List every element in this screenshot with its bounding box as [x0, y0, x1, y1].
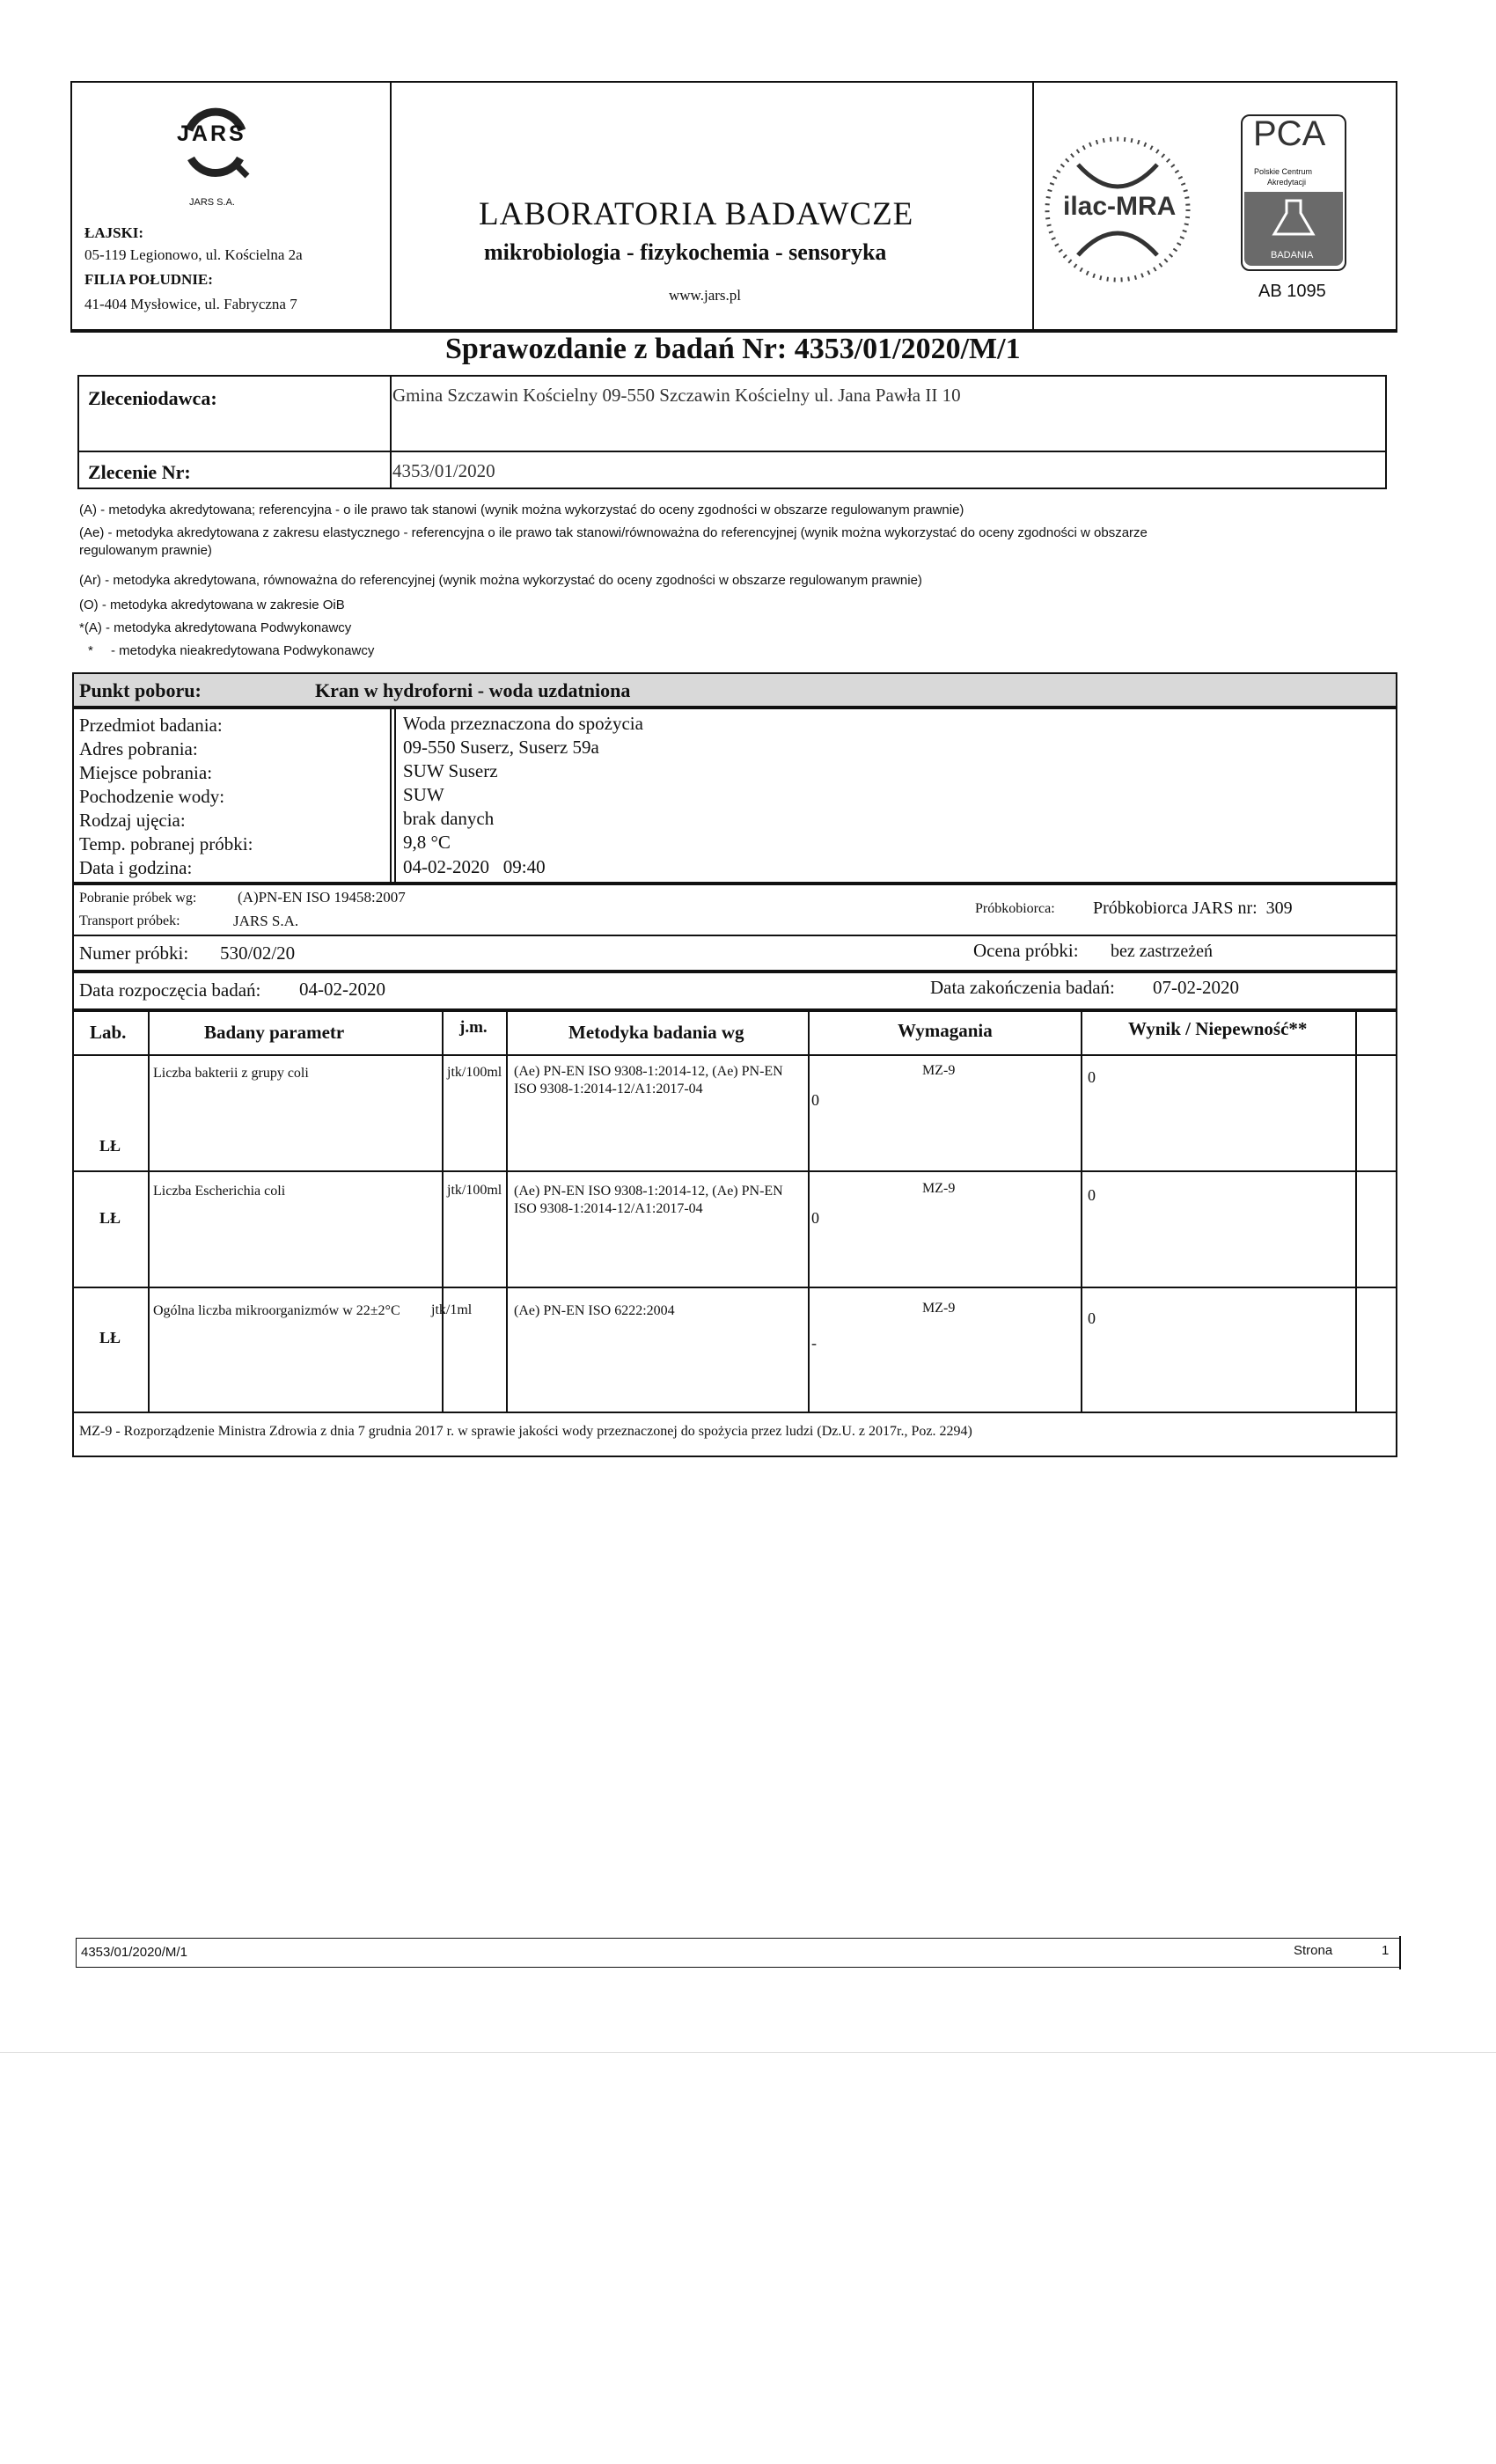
detail-value-subject: Woda przeznaczona do spożycia — [403, 713, 643, 734]
sample-point-bar — [72, 672, 1397, 708]
row2-unit: jtk/100ml — [447, 1183, 502, 1198]
start-date-label: Data rozpoczęcia badań: — [79, 979, 261, 1001]
detail-value-place: SUW Suserz — [403, 760, 498, 781]
legend-line-5: *(A) - metodyka akredytowana Podwykonawcy — [79, 620, 352, 635]
end-date-label: Data zakończenia badań: — [930, 977, 1115, 998]
pca-text: PCA — [1253, 114, 1326, 153]
row3-result: 0 — [1088, 1309, 1096, 1327]
lajski-label: ŁAJSKI: — [84, 224, 144, 241]
legend-line-1: (A) - metodyka akredytowana; referencyjna - o ile prawo tak stanowi (wynik można wykorzystać do oceny zgodności w obszarze regulowanym prawnie) — [79, 502, 964, 517]
col-header-lab: Lab. — [90, 1022, 127, 1043]
header-divider-left — [390, 81, 392, 329]
lab-title: LABORATORIA BADAWCZE — [479, 196, 914, 232]
client-rule — [77, 451, 1387, 452]
sample-point-value: Kran w hydroforni - woda uzdatniona — [315, 679, 631, 701]
ilac-text: ilac-MRA — [1063, 192, 1177, 221]
sample-number-value: 530/02/20 — [220, 942, 296, 964]
order-value: 4353/01/2020 — [392, 460, 495, 481]
lajski-address: 05-119 Legionowo, ul. Kościelna 2a — [84, 246, 303, 263]
client-label: Zleceniodawca: — [88, 387, 217, 409]
legend-line-2b: regulowanym prawnie) — [79, 543, 212, 558]
row2-method: (Ae) PN-EN ISO 9308-1:2014-12, (Ae) PN-EN ISO 9308-1:2014-12/A1:2017-04 — [514, 1184, 783, 1216]
row1-method: (Ae) PN-EN ISO 9308-1:2014-12, (Ae) PN-EN ISO 9308-1:2014-12/A1:2017-04 — [514, 1064, 783, 1096]
detail-label-datetime: Data i godzina: — [79, 857, 193, 878]
filia-address: 41-404 Mysłowice, ul. Fabryczna 7 — [84, 296, 297, 312]
row3-req: MZ-9 — [922, 1301, 956, 1316]
assessment-label: Ocena próbki: — [973, 940, 1079, 961]
detail-label-temp: Temp. pobranej próbki: — [79, 833, 253, 854]
row3-lab: LŁ — [99, 1329, 121, 1346]
footer-page-no: 1 — [1382, 1943, 1390, 1958]
legend-line-3: (Ar) - metodyka akredytowana, równoważna do referencyjnej (wynik można wykorzystać do oceny zgodności w obszarze regulowanym prawnie) — [79, 573, 922, 588]
row2-lab: LŁ — [99, 1209, 121, 1227]
report-title: Sprawozdanie z badań Nr: 4353/01/2020/M/1 — [445, 333, 1021, 365]
col-header-method: Metodyka badania wg — [568, 1022, 744, 1043]
order-label: Zlecenie Nr: — [88, 461, 191, 483]
detail-value-temp: 9,8 °C — [403, 832, 451, 853]
legend-line-6-star: * — [88, 643, 93, 658]
title-rule — [70, 329, 1397, 331]
sample-number-label: Numer próbki: — [79, 942, 189, 964]
results-col-2 — [442, 1010, 444, 1413]
row1-result: 0 — [1088, 1068, 1096, 1086]
row2-param: Liczba Escherichia coli — [153, 1184, 286, 1199]
pca-number: AB 1095 — [1258, 282, 1326, 301]
detail-label-place: Miejsce pobrania: — [79, 762, 213, 783]
scan-edge-line — [0, 2052, 1496, 2053]
row1-lab: LŁ — [99, 1137, 121, 1155]
row3-req-side: - — [811, 1334, 817, 1352]
col-header-unit: j.m. — [459, 1018, 488, 1037]
row1-param: Liczba bakterii z grupy coli — [153, 1066, 309, 1081]
sample-details-divider-2 — [394, 708, 396, 884]
footer-report-no: 4353/01/2020/M/1 — [81, 1945, 187, 1960]
results-header-rule — [72, 1054, 1397, 1056]
row1-req: MZ-9 — [922, 1063, 956, 1078]
footer-page-label: Strona — [1294, 1943, 1333, 1958]
sampling-value: (A)PN-EN ISO 19458:2007 — [238, 889, 406, 906]
row3-unit: jtk/1ml — [431, 1302, 473, 1317]
lab-subtitle: mikrobiologia - fizykochemia - sensoryka — [484, 239, 887, 265]
col-header-param: Badany parametr — [204, 1022, 345, 1043]
detail-value-datetime: 04-02-2020 09:40 — [403, 856, 546, 877]
row1-unit: jtk/100ml — [447, 1065, 502, 1080]
detail-value-address: 09-550 Suserz, Suserz 59a — [403, 737, 599, 758]
col-header-requirements: Wymagania — [898, 1020, 993, 1041]
transport-label: Transport próbek: — [79, 913, 180, 928]
results-col-4 — [808, 1010, 810, 1413]
logo-text: JARS — [177, 121, 246, 146]
detail-label-subject: Przedmiot badania: — [79, 715, 223, 736]
row3-param: Ogólna liczba mikroorganizmów w 22±2°C — [153, 1303, 400, 1318]
sample-point-label: Punkt poboru: — [79, 679, 202, 701]
results-col-3 — [506, 1010, 508, 1413]
legend-line-2a: (Ae) - metodyka akredytowana z zakresu elastycznego - referencyjna o ile prawo tak stanowi/równoważna do referencyjnej (wynik można wykorzystać do oceny zgodności w obszarze — [79, 525, 1148, 540]
logo-caption: JARS S.A. — [189, 197, 235, 208]
filia-label: FILIA POŁUDNIE: — [84, 271, 213, 288]
results-col-1 — [148, 1010, 150, 1413]
detail-value-intake: brak danych — [403, 808, 495, 829]
row1-req-side: 0 — [811, 1091, 819, 1109]
detail-value-origin: SUW — [403, 784, 444, 805]
footnote: MZ-9 - Rozporządzenie Ministra Zdrowia z dnia 7 grudnia 2017 r. w sprawie jakości wody przeznaczonej do spożycia przez ludzi (Dz.U. z 2017r., Poz. 2294) — [79, 1424, 972, 1439]
detail-label-intake: Rodzaj ujęcia: — [79, 810, 186, 831]
pca-badge: BADANIA — [1271, 250, 1314, 260]
sampling-label: Pobranie próbek wg: — [79, 891, 197, 906]
flask-icon — [1244, 192, 1343, 245]
row3-method: (Ae) PN-EN ISO 6222:2004 — [514, 1303, 675, 1318]
assessment-value: bez zastrzeżeń — [1111, 942, 1214, 961]
client-value: Gmina Szczawin Kościelny 09-550 Szczawin Kościelny ul. Jana Pawła II 10 — [392, 385, 961, 406]
footer-frame — [76, 1938, 1401, 1968]
end-date-value: 07-02-2020 — [1153, 977, 1239, 998]
detail-label-address: Adres pobrania: — [79, 738, 198, 759]
website: www.jars.pl — [669, 287, 741, 304]
row2-req-side: 0 — [811, 1209, 819, 1227]
results-col-6 — [1355, 1010, 1357, 1413]
pca-line2: Akredytacji — [1267, 178, 1307, 187]
pca-line1: Polskie Centrum — [1254, 167, 1313, 176]
col-header-result: Wynik / Niepewność** — [1128, 1018, 1308, 1039]
results-row-rule-1 — [72, 1170, 1397, 1172]
results-row-rule-2 — [72, 1287, 1397, 1288]
sample-details-frame — [72, 708, 1397, 884]
client-divider — [390, 375, 392, 489]
sample-details-divider — [390, 708, 392, 884]
results-col-5 — [1081, 1010, 1082, 1413]
row2-result: 0 — [1088, 1186, 1096, 1204]
footer-edge — [1399, 1936, 1401, 1969]
detail-label-origin: Pochodzenie wody: — [79, 786, 225, 807]
legend-line-4: (O) - metodyka akredytowana w zakresie OiB — [79, 598, 345, 612]
start-date-value: 04-02-2020 — [299, 979, 385, 1000]
sampler-label: Próbkobiorca: — [975, 901, 1055, 916]
row2-req: MZ-9 — [922, 1181, 956, 1196]
transport-value: JARS S.A. — [233, 913, 299, 929]
legend-line-6: - metodyka nieakredytowana Podwykonawcy — [111, 643, 375, 658]
sampler-value: Próbkobiorca JARS nr: 309 — [1093, 898, 1293, 918]
